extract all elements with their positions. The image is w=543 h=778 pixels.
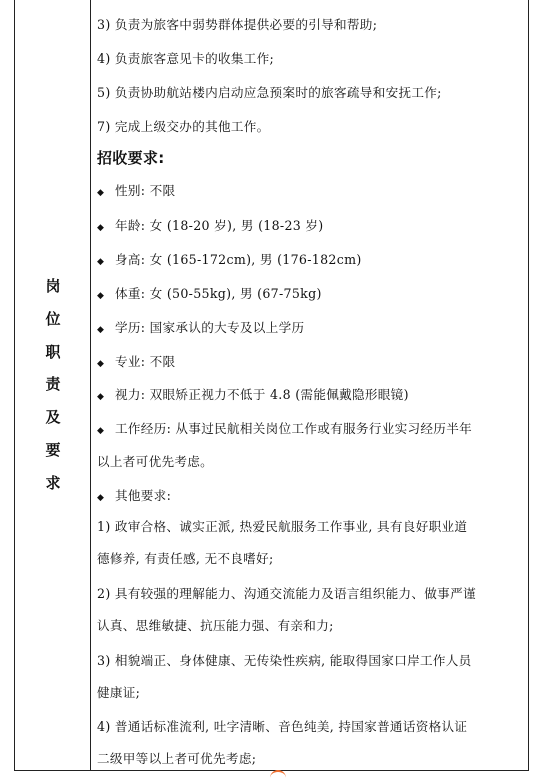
bullet-icon: ◆ (97, 188, 105, 198)
other-item-line: 二级甲等以上者可优先考虑; (97, 751, 257, 766)
side-label-char: 及 (45, 408, 61, 427)
experience-continuation: 以上者可优先考虑。 (97, 454, 214, 469)
bullet-icon: ◆ (97, 359, 105, 369)
other-item-line: 1) 政审合格、诚实正派, 热爱民航服务工作事业, 具有良好职业道 (97, 519, 468, 534)
other-item-line: 3) 相貌端正、身体健康、无传染性疾病, 能取得国家口岸工作人员 (97, 653, 472, 668)
requirement-item (97, 387, 409, 405)
duty-item: 7) 完成上级交办的其他工作。 (97, 119, 270, 134)
bullet-icon: ◆ (97, 291, 105, 301)
requirement-item (97, 252, 362, 270)
duty-item: 4) 负责旅客意见卡的收集工作; (97, 51, 275, 66)
side-label-char: 职 (45, 342, 61, 361)
duty-item: 3) 负责为旅客中弱势群体提供必要的引导和帮助; (97, 17, 378, 32)
duty-item: 5) 负责协助航站楼内启动应急预案时的旅客疏导和安抚工作; (97, 85, 442, 100)
job-requirements-table (14, 0, 529, 771)
bullet-icon: ◆ (97, 493, 105, 503)
other-requirements-item (97, 488, 171, 506)
requirement-item (97, 218, 324, 236)
orange-scribble-mark (270, 770, 286, 778)
bullet-icon: ◆ (97, 392, 105, 402)
side-label-char: 要 (45, 440, 61, 459)
side-label-column (15, 0, 91, 770)
requirement-item (97, 286, 322, 304)
requirement-text: 体重: 女 (50-55kg), 男 (67-75kg) (115, 286, 322, 301)
bullet-icon: ◆ (97, 426, 105, 436)
other-item-line: 德修养, 有责任感, 无不良嗜好; (97, 551, 274, 566)
bullet-icon: ◆ (97, 325, 105, 335)
experience-item (97, 421, 472, 439)
requirement-item (97, 320, 304, 338)
other-item-line: 2) 具有较强的理解能力、沟通交流能力及语言组织能力、做事严谨 (97, 586, 476, 601)
requirements-heading: 招收要求: (97, 149, 165, 167)
side-label-char: 位 (45, 309, 61, 328)
requirement-text: 年龄: 女 (18-20 岁), 男 (18-23 岁) (115, 218, 324, 233)
requirement-text: 性别: 不限 (115, 183, 176, 198)
side-label-char: 求 (45, 473, 61, 492)
requirement-text: 身高: 女 (165-172cm), 男 (176-182cm) (115, 252, 362, 267)
other-item-line: 健康证; (97, 685, 141, 700)
other-item-line: 认真、思维敏捷、抗压能力强、有亲和力; (97, 618, 334, 633)
side-label-char: 责 (45, 375, 61, 394)
requirement-text: 视力: 双眼矫正视力不低于 4.8 (需能佩戴隐形眼镜) (115, 387, 409, 402)
side-label-char: 岗 (45, 277, 61, 295)
requirement-item (97, 354, 175, 372)
requirement-text: 学历: 国家承认的大专及以上学历 (115, 320, 305, 335)
requirement-item (97, 183, 175, 201)
other-requirements-heading: 其他要求: (115, 488, 172, 503)
bullet-icon: ◆ (97, 257, 105, 267)
bullet-icon: ◆ (97, 223, 105, 233)
requirement-text: 专业: 不限 (115, 354, 176, 369)
side-label (15, 270, 91, 500)
other-item-line: 4) 普通话标准流利, 吐字清晰、音色纯美, 持国家普通话资格认证 (97, 719, 468, 734)
experience-text: 工作经历: 从事过民航相关岗位工作或有服务行业实习经历半年 (115, 421, 472, 436)
